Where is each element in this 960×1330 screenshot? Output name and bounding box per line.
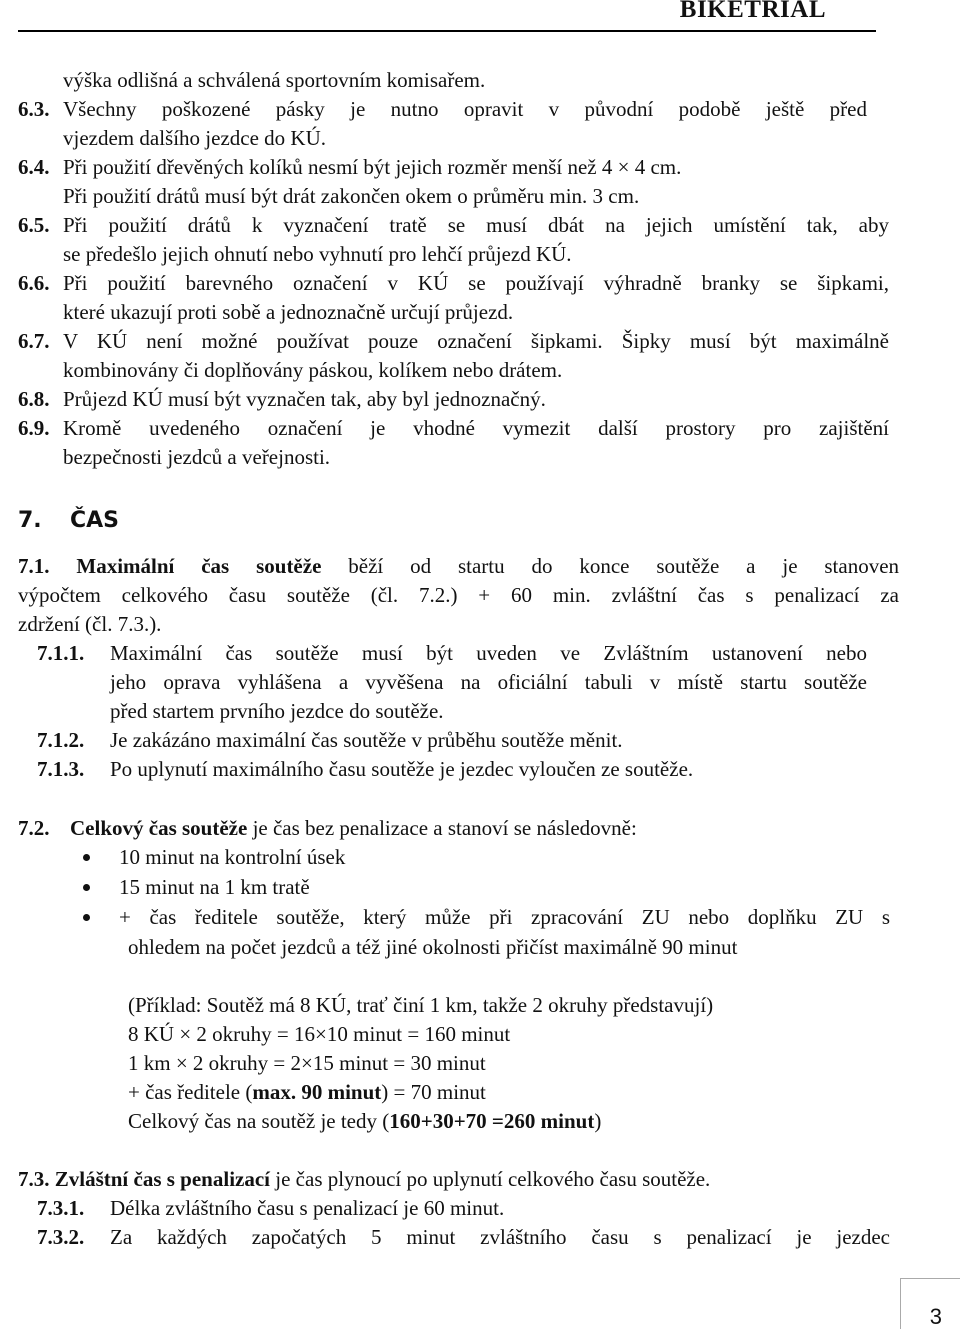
example-line: 8 KÚ × 2 okruhy = 16×10 minut = 160 minut: [128, 1022, 511, 1046]
text-line: Při použití dřevěných kolíků nesmí být jejich rozměr menší než 4 × 4 cm.: [63, 155, 682, 179]
text-line: Při použití drátů k vyznačení tratě se musí dbát na jejich umístění tak, aby: [63, 213, 889, 237]
paragraph-line: [18, 552, 899, 580]
item-number: 7.1.1.: [37, 641, 85, 665]
text-line: Průjezd KÚ musí být vyznačen tak, aby byl jednoznačný.: [63, 387, 546, 411]
item-number: 7.3.: [18, 1167, 50, 1191]
text-line: Maximální čas soutěže musí být uveden ve Zvláštním ustanovení nebo: [110, 641, 867, 665]
text-line: V KÚ není možné používat pouze označení šipkami. Šipky musí být maximálně: [63, 329, 889, 353]
item-number: 7.3.1.: [37, 1196, 85, 1220]
item-number: 7.2.: [18, 816, 50, 840]
example-line: [128, 1078, 486, 1106]
paragraph-line: [18, 814, 637, 842]
bold-term: max. 90 minut: [252, 1080, 382, 1104]
example-line: 1 km × 2 okruhy = 2×15 minut = 30 minut: [128, 1051, 486, 1075]
text-run: běží od startu do konce soutěže a je stanoven: [348, 554, 900, 578]
text-line: jeho oprava vyhlášena a vyvěšena na oficiální tabuli v místě startu soutěže: [110, 670, 867, 694]
page-number: 3: [929, 1304, 942, 1329]
text-line: Všechny poškozené pásky je nutno opravit v původní podobě ještě před: [63, 97, 867, 121]
bullet-icon: [83, 884, 90, 891]
item-number: 6.3.: [18, 97, 50, 121]
text-run: je čas bez penalizace a stanoví se následovně:: [252, 816, 637, 840]
text-line: Je zakázáno maximální čas soutěže v průběhu soutěže měnit.: [110, 728, 623, 752]
item-number: 7.1.: [18, 554, 50, 578]
header-rule: [18, 0, 876, 32]
text-line: před startem prvního jezdce do soutěže.: [110, 699, 444, 723]
paragraph-line: [18, 1165, 710, 1193]
bullet-icon: [83, 854, 90, 861]
text-line: bezpečnosti jezdců a veřejnosti.: [63, 445, 331, 469]
bold-term: Maximální čas soutěže: [76, 554, 322, 578]
item-number: 7.1.2.: [37, 728, 85, 752]
bold-term: Celkový čas soutěže: [70, 816, 248, 840]
section-title: ČAS: [70, 508, 120, 533]
bold-term: Zvláštní čas s penalizací: [54, 1167, 271, 1191]
text-line: ohledem na počet jezdců a též jiné okolnosti přičíst maximálně 90 minut: [128, 935, 738, 959]
section-heading: [18, 508, 119, 533]
item-number: 6.8.: [18, 387, 50, 411]
document-title: BIKETRIAL: [679, 0, 826, 23]
text-line: Při použití drátů musí být drát zakončen okem o průměru min. 3 cm.: [63, 184, 640, 208]
text-line: Kromě uvedeného označení je vhodné vymezit další prostory pro zajištění: [63, 416, 889, 440]
example-line: [128, 1107, 601, 1135]
text-run: ): [594, 1109, 602, 1133]
text-run: + čas ředitele (: [128, 1080, 253, 1104]
text-run: je čas plynoucí po uplynutí celkového času soutěže.: [275, 1167, 711, 1191]
text-run: ) = 70 minut: [381, 1080, 486, 1104]
item-number: 7.1.3.: [37, 757, 85, 781]
item-number: 6.4.: [18, 155, 50, 179]
text-line: výška odlišná a schválená sportovním komisařem.: [63, 68, 486, 92]
item-number: 6.9.: [18, 416, 50, 440]
list-item: 10 minut na kontrolní úsek: [119, 845, 346, 869]
text-line: zdržení (čl. 7.3.).: [18, 612, 162, 636]
bullet-icon: [83, 914, 90, 921]
text-line: které ukazují proti sobě a jednoznačně určují průjezd.: [63, 300, 514, 324]
item-number: 6.7.: [18, 329, 50, 353]
text-line: Za každých započatých 5 minut zvláštního času s penalizací je jezdec: [110, 1225, 890, 1249]
text-line: vjezdem dalšího jezdce do KÚ.: [63, 126, 326, 150]
text-line: se předešlo jejich ohnutí nebo vyhnutí pro lehčí průjezd KÚ.: [63, 242, 572, 266]
list-item: + čas ředitele soutěže, který může při zpracování ZU nebo doplňku ZU s: [119, 905, 890, 929]
text-line: výpočtem celkového času soutěže (čl. 7.2.) + 60 min. zvláštní čas s penalizací za: [18, 583, 899, 607]
text-line: Délka zvláštního času s penalizací je 60 minut.: [110, 1196, 505, 1220]
section-number: 7.: [18, 508, 42, 533]
item-number: 6.5.: [18, 213, 50, 237]
text-line: Po uplynutí maximálního času soutěže je jezdec vyloučen ze soutěže.: [110, 757, 694, 781]
text-line: Při použití barevného označení v KÚ se používají výhradně branky se šipkami,: [63, 271, 889, 295]
item-number: 7.3.2.: [37, 1225, 85, 1249]
text-run: Celkový čas na soutěž je tedy (: [128, 1109, 390, 1133]
example-line: (Příklad: Soutěž má 8 KÚ, trať činí 1 km, takže 2 okruhy představují): [128, 993, 714, 1017]
text-line: kombinovány či doplňovány páskou, kolíkem nebo drátem.: [63, 358, 563, 382]
bold-term: 160+30+70 =260 minut: [389, 1109, 595, 1133]
item-number: 6.6.: [18, 271, 50, 295]
list-item: 15 minut na 1 km tratě: [119, 875, 310, 899]
